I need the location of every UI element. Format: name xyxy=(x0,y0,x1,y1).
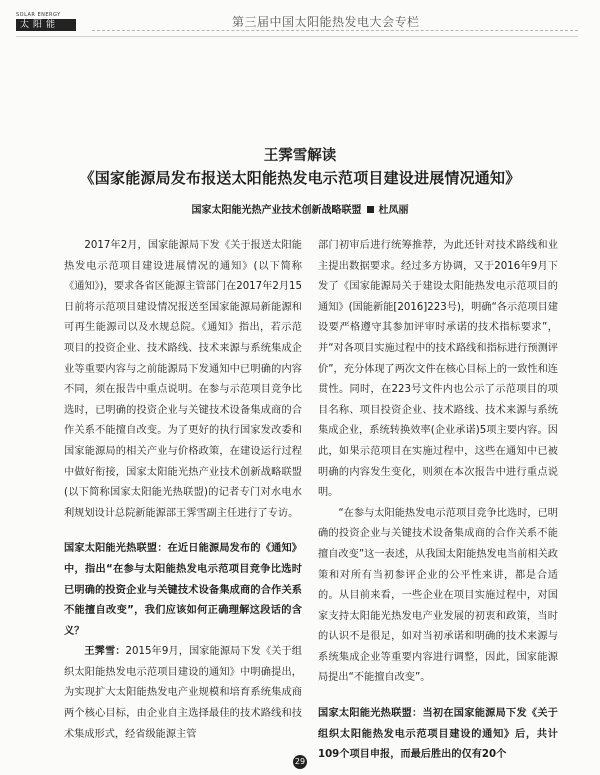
page-number: 29 xyxy=(293,755,307,769)
article-kicker: 王霁雪解读 xyxy=(263,148,337,164)
logo-chinese: 太阳能 xyxy=(16,19,76,31)
header-divider xyxy=(92,30,578,31)
interview-question: 国家太阳能光热联盟：当初在国家能源局下发《关于组织太阳能热发电示范项目建设的通知》后，共计109个项目申报，而最后胜出的仅有20个 xyxy=(318,708,558,761)
interview-answer xyxy=(64,642,302,745)
answer-speaker: 王霁雪： xyxy=(84,646,126,658)
right-column xyxy=(318,236,558,766)
square-bullet-icon xyxy=(367,206,374,213)
logo-english: SOLAR ENERGY xyxy=(16,12,61,18)
byline xyxy=(0,201,600,216)
left-column xyxy=(64,236,302,745)
body-paragraph-continued: 部门初审后进行统筹推荐，为此还针对技术路线和业主提出数据要求。经过多方协调，又于2016年9月下发了《国家能源局关于建设太阳能热发电示范项目的通知》(国能新能[2016]223号)，明确“各示范项目建设要严格遵守其参加评审时承诺的技术指标要求”，并“对各项目实施过程中的技术路线和指标进行预测评价”，充分体现了两次文件在核心目标上的一致性和连贯性。同时，在223号文件内也公示了示范项目的项目名称、项目投资企业、技术路线、技术来源与系统集成企业，系统转换效率(企业承诺)5项主要内容。因此，如果示范项目在实施过程中，这些在通知中已被明确的内容发生变化，则须在本次报告中进行重点说明。 xyxy=(318,240,558,499)
byline-author: 杜凤丽 xyxy=(378,205,409,216)
interview-question: 国家太阳能光热联盟：在近日能源局发布的《通知》中，指出“在参与太阳能热发电示范项目竞争比选时已明确的投资企业与关键技术设备集成商的合作关系不能擅自改变”，我们应该如何正确理解这段话的含义？ xyxy=(64,543,302,637)
article-title: 《国家能源局发布报送太阳能热发电示范项目建设进展情况通知》 xyxy=(79,169,521,187)
body-paragraph: 2017年2月，国家能源局下发《关于报送太阳能热发电示范项目建设进展情况的通知》(以下简称《通知》)，要求各省区能源主管部门在2017年2月15日前将示范项目建设情况报送至国家能源局新能源和可再生能源司以及水规总院。《通知》指出，若示范项目的投资企业、技术路线、技术来源与系统集成企业等重要内容与之前能源局下发通知中已明确的内容不同，须在报告中重点说明。在参与示范项目竞争比选时，已明确的投资企业与关键技术设备集成商的合作关系不能擅自改变。为了更好的执行国家发改委和国家能源局的相关产业与价格政策，在建设运行过程中做好衔接，国家太阳能光热产业技术创新战略联盟(以下简称国家太阳能光热联盟)的记者专门对水电水利规划设计总院新能源部王霁雪副主任进行了专访。 xyxy=(64,240,302,519)
byline-organization: 国家太阳能光热产业技术创新战略联盟 xyxy=(191,205,362,216)
answer-text: 2015年9月，国家能源局下发《关于组织太阳能热发电示范项目建设的通知》中明确提出，为实现扩大太阳能热发电产业规模和培育系统集成商两个核心目标，由企业自主选择最佳的技术路线和技术集成形式，经省级能源主管 xyxy=(64,646,302,740)
body-paragraph: “在参与太阳能热发电示范项目竞争比选时，已明确的投资企业与关键技术设备集成商的合作关系不能擅自改变”这一表述，从我国太阳能热发电当前相关政策和对所有当初参评企业的公平性来讲，都是合适的。从目前来看，一些企业在项目实施过程中，对国家支持太阳能光热发电产业发展的初衷和政策，当时的认识不是很足，如对当初承诺和明确的技术来源与系统集成企业等重要内容进行调整，因此，国家能源局提出“不能擅自改变”。 xyxy=(318,507,558,684)
running-title: 第三届中国太阳能热发电大会专栏 xyxy=(232,15,420,29)
header-divider-lower xyxy=(16,36,578,37)
